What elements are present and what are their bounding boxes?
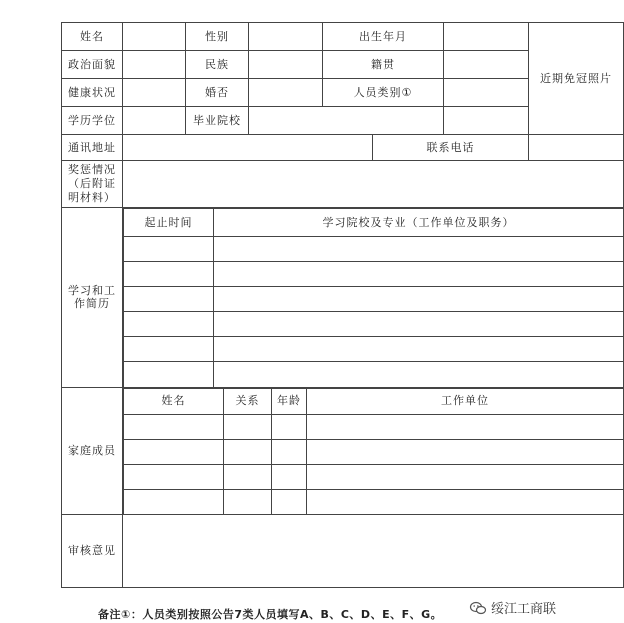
health-value-cell[interactable] <box>123 79 186 107</box>
school-value-cell[interactable] <box>249 107 444 135</box>
table-row <box>124 464 624 489</box>
health-label: 健康状况 <box>62 79 123 107</box>
table-row <box>124 414 624 439</box>
awards-label: 奖惩情况（后附证明材料） <box>62 161 123 208</box>
awards-value-cell[interactable] <box>123 161 624 208</box>
political-label: 政治面貌 <box>62 51 123 79</box>
table-row <box>124 439 624 464</box>
resume-header-detail: 学习院校及专业（工作单位及职务） <box>214 209 624 237</box>
marital-label: 婚否 <box>186 79 249 107</box>
wechat-bubble-icon <box>470 601 486 615</box>
table-row <box>124 312 624 337</box>
ethnicity-label: 民族 <box>186 51 249 79</box>
table-row <box>124 287 624 312</box>
table-row <box>124 237 624 262</box>
birth-label: 出生年月 <box>323 23 444 51</box>
marital-value-cell[interactable] <box>249 79 323 107</box>
gender-label: 性别 <box>186 23 249 51</box>
table-row <box>124 262 624 287</box>
brand-name: 绥江工商联 <box>491 602 557 617</box>
family-header-employer: 工作单位 <box>307 388 624 414</box>
brand-watermark <box>470 598 556 617</box>
review-value-cell[interactable] <box>123 515 624 588</box>
footnote: 备注①：人员类别按照公告7类人员填写A、B、C、D、E、F、G。 <box>98 608 443 621</box>
origin-label: 籍贯 <box>323 51 444 79</box>
family-header-age: 年龄 <box>272 388 307 414</box>
origin-value-cell[interactable] <box>444 51 529 79</box>
resume-label: 学习和工作简历 <box>62 208 123 388</box>
name-label: 姓名 <box>62 23 123 51</box>
family-section <box>123 387 624 515</box>
table-row <box>124 337 624 362</box>
school-label: 毕业院校 <box>186 107 249 135</box>
resume-table <box>123 208 623 387</box>
ethnicity-value-cell[interactable] <box>249 51 323 79</box>
application-form-table <box>61 22 624 588</box>
name-value-cell[interactable] <box>123 23 186 51</box>
birth-value-cell[interactable] <box>444 23 529 51</box>
education-value-cell[interactable] <box>123 107 186 135</box>
family-table <box>123 388 623 515</box>
school-extra-cell[interactable] <box>444 107 529 135</box>
review-label: 审核意见 <box>62 515 123 588</box>
family-label: 家庭成员 <box>62 387 123 515</box>
table-row <box>124 489 624 514</box>
category-label: 人员类别① <box>323 79 444 107</box>
resume-section <box>123 208 624 388</box>
address-value-cell[interactable] <box>123 135 373 161</box>
category-value-cell[interactable] <box>444 79 529 107</box>
address-label: 通讯地址 <box>62 135 123 161</box>
family-header-relation: 关系 <box>224 388 272 414</box>
resume-header-period: 起止时间 <box>124 209 214 237</box>
phone-label: 联系电话 <box>373 135 529 161</box>
table-row <box>124 362 624 387</box>
photo-cell[interactable] <box>529 23 624 135</box>
phone-value-cell[interactable] <box>529 135 624 161</box>
photo-label: 近期免冠照片 <box>540 71 612 85</box>
education-label: 学历学位 <box>62 107 123 135</box>
political-value-cell[interactable] <box>123 51 186 79</box>
family-header-name: 姓名 <box>124 388 224 414</box>
gender-value-cell[interactable] <box>249 23 323 51</box>
